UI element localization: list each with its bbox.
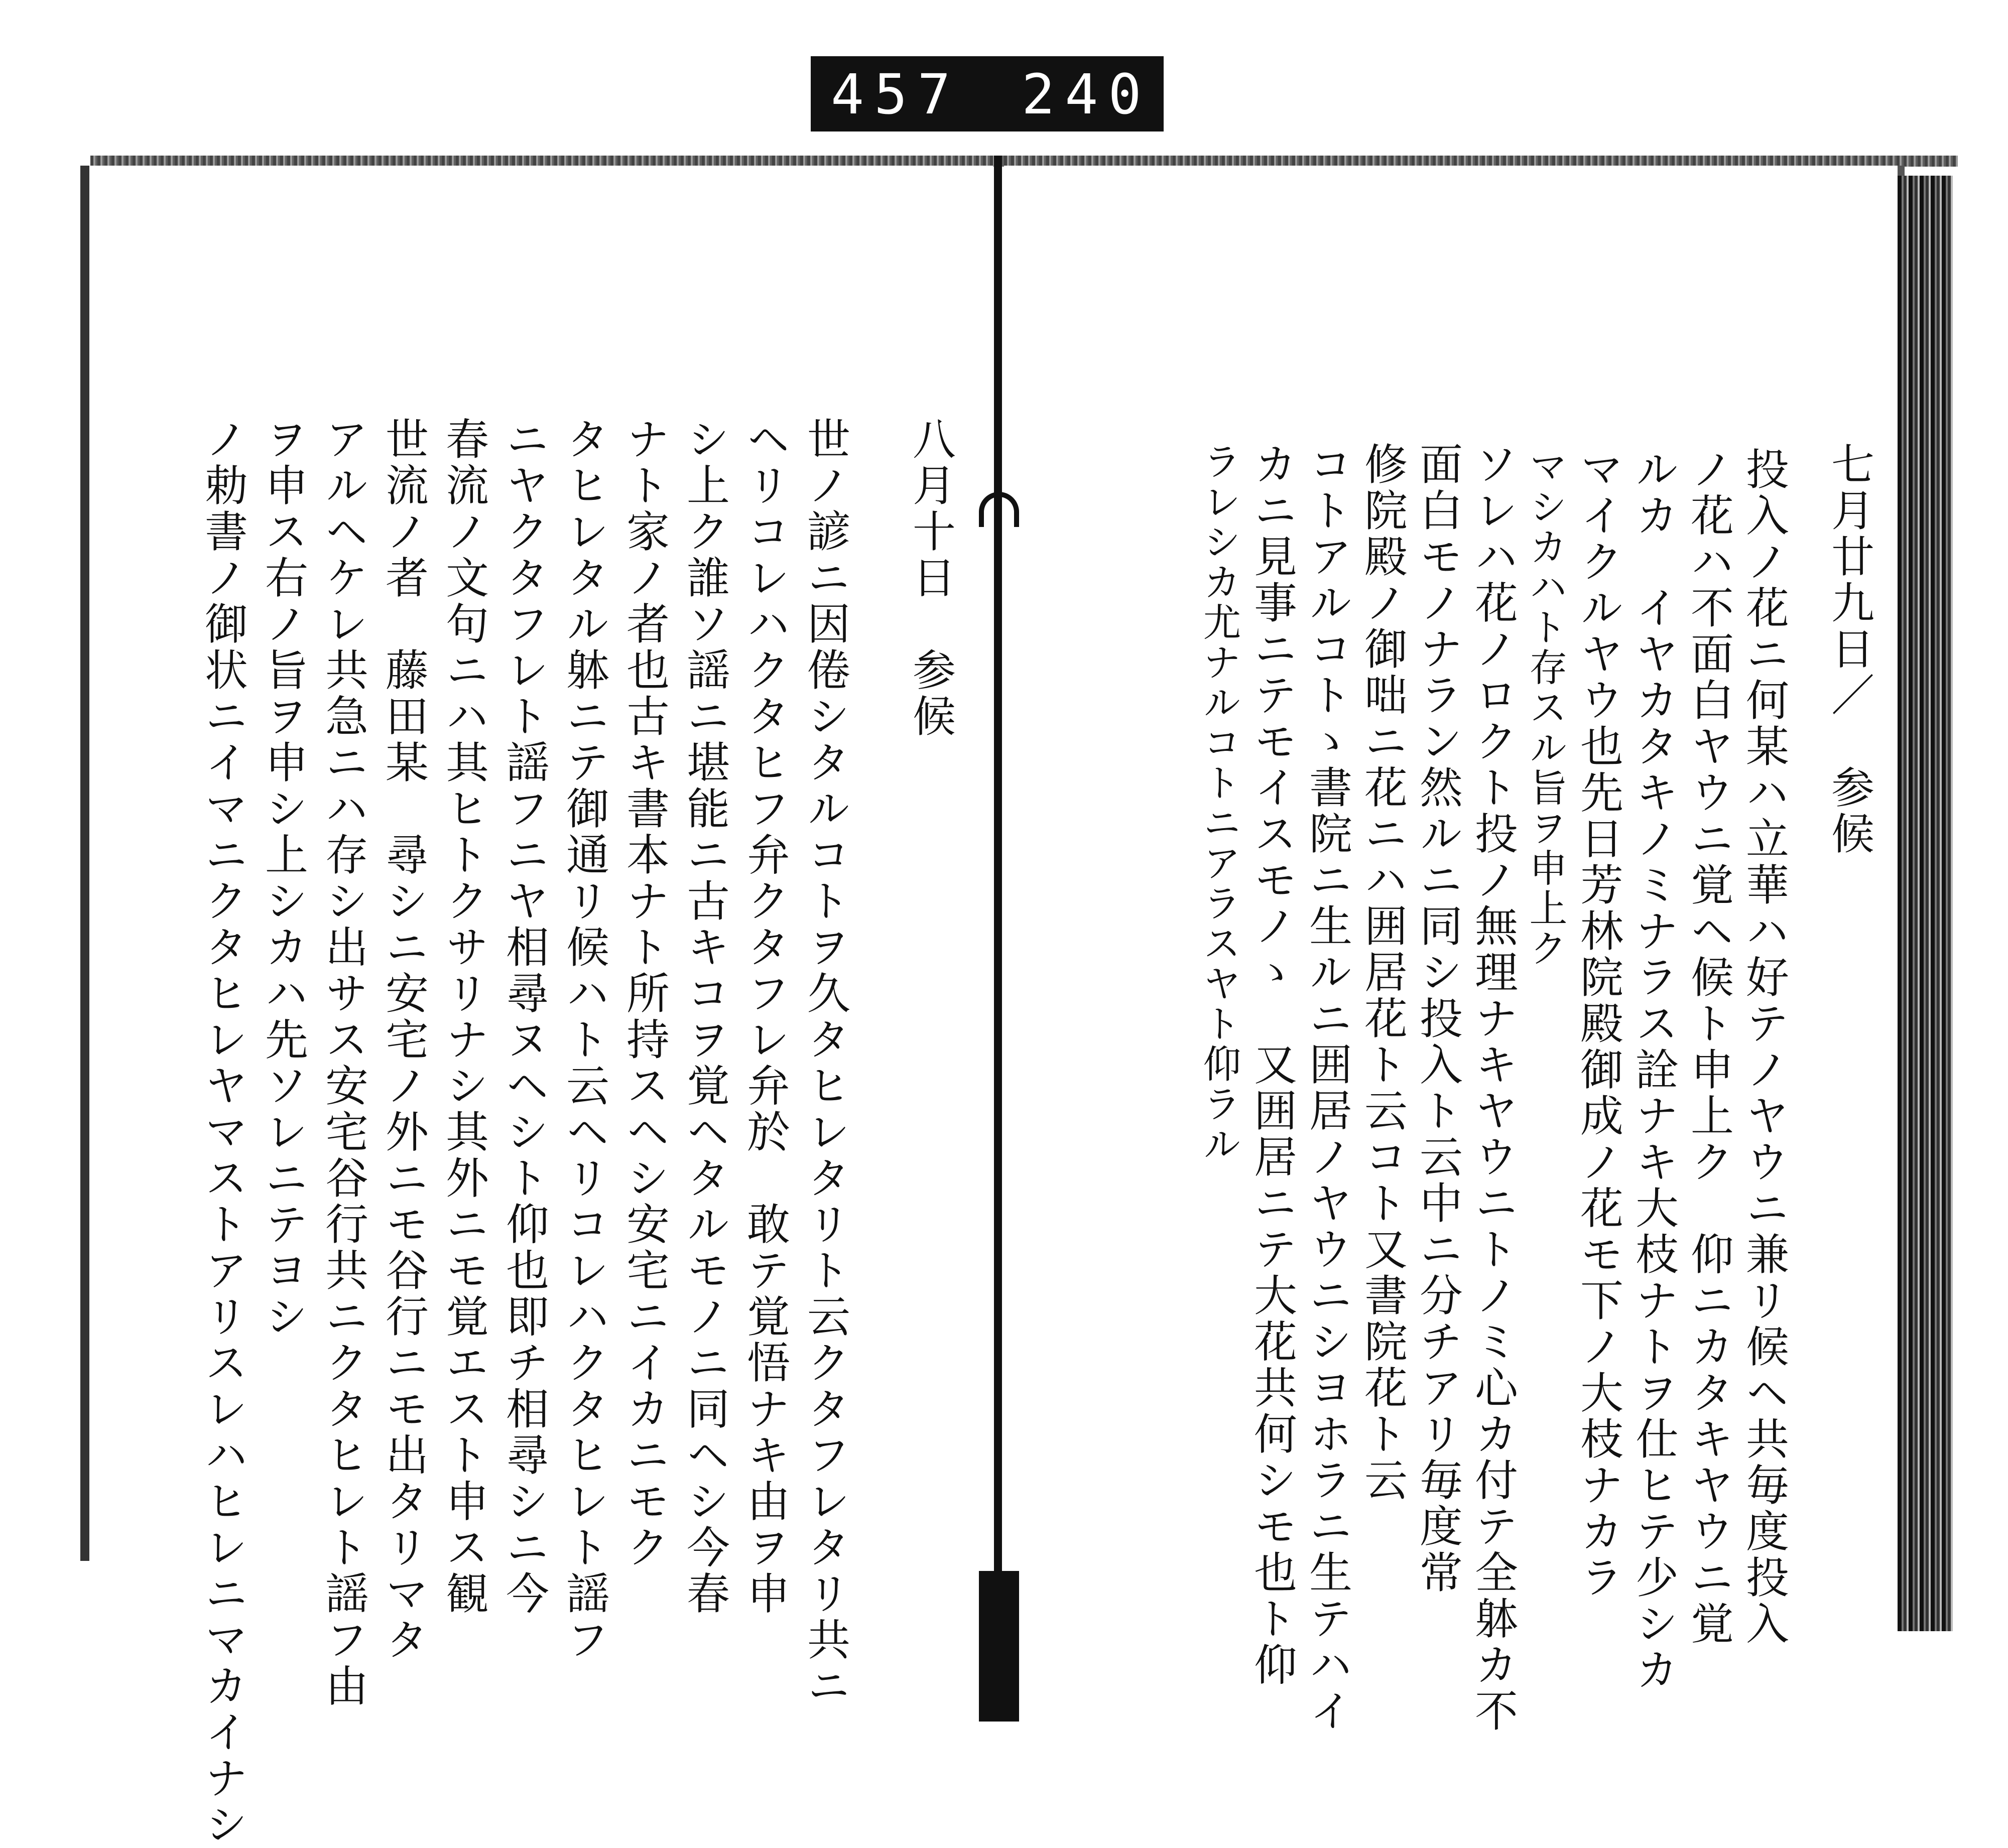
spine-clip	[979, 492, 1019, 527]
right-col-1: 七月廿九日／ 参候	[1824, 442, 1874, 857]
right-col-5: マイクルヤウ也先日芳林院殿御成ノ花モ下ノ大枝ナカラ	[1573, 447, 1623, 1601]
left-col-1: 八月十日 参候	[905, 417, 955, 740]
right-col-9: 修院殿ノ御咄ニ花ニハ囲居花ト云コト又書院花ト云	[1357, 442, 1407, 1504]
right-col-4: ルカ イヤカタキノミナラス詮ナキ大枝ナトヲ仕ヒテ少シカ	[1628, 447, 1678, 1693]
left-col-6: タヒレタル躰ニテ御通リ候ハト云ヘリコレハクタヒレト謡フ	[559, 417, 609, 1663]
left-col-9: 世流ノ者 藤田某 尋シニ安宅ノ外ニモ谷行ニモ出タリマタ	[378, 417, 428, 1663]
page-edge-right	[1898, 176, 1953, 1631]
book-spine	[994, 156, 1002, 1701]
left-col-11: ヲ申ス右ノ旨ヲ申シ上シカハ先ソレニテヨシ	[258, 417, 308, 1340]
page-edge-top	[90, 156, 1958, 167]
counter-right-number: 240.	[1022, 62, 1195, 126]
left-col-7: ニヤクタフレト謡フニヤ相尋ヌヘシト仰也即チ相尋シニ今	[498, 417, 549, 1617]
left-col-2: 世ノ諺ニ因倦シタルコトヲ久タヒレタリト云クタフレタリ共ニ	[800, 417, 850, 1709]
right-col-7: ソレハ花ノロクト投ノ無理ナキヤウニトノミ心カ付テ全躰カ不	[1467, 442, 1518, 1735]
left-col-5: ナト家ノ者也古キ書本ナト所持スヘシ安宅ニイカニモク	[619, 417, 669, 1571]
right-col-2: 投入ノ花ニ何某ハ立華ハ好テノヤウニ兼リ候ヘ共毎度投入	[1738, 447, 1789, 1647]
left-col-10: アルヘケレ共急ニハ存シ出サス安宅谷行共ニクタヒレト謡フ由	[318, 417, 368, 1709]
right-col-6: マシカハト存スル旨ヲ申上ク	[1523, 447, 1568, 969]
right-col-3: ノ花ハ不面白ヤウニ覚ヘ候ト申上ク 仰ニカタキヤウニ覚	[1683, 447, 1733, 1647]
right-col-10: コトアルコトゝ書院ニ生ルニ囲居ノヤウニシヨホラニ生テハイ	[1302, 442, 1352, 1735]
left-col-4: シ上ク誰ソ謡ニ堪能ニ古キコヲ覚ヘタルモノニ同ヘシ今春	[679, 417, 729, 1617]
counter-left-number: 457	[831, 62, 961, 126]
scan-counter-label	[811, 56, 1195, 131]
left-col-8: 春流ノ文句ニハ其ヒトクサリナシ其外ニモ覚エスト申ス観	[438, 417, 488, 1617]
left-col-12: ノ勅書ノ御状ニイマニクタヒレヤマストアリスレハヒレニマカイナシ	[197, 417, 247, 1848]
right-col-8: 面白モノナラン然ルニ同シ投入ト云中ニ分チアリ毎度常	[1412, 442, 1462, 1596]
spine-foot	[979, 1571, 1019, 1722]
right-col-12: ラレシカ尤ナルコトニアラスヤト仰ラル	[1197, 442, 1241, 1164]
left-col-3: ヘリコレハクタヒフ弁クタフレ弁於 敢テ覚悟ナキ由ヲ申	[739, 417, 790, 1617]
right-col-11: カニ見事ニテモイスモノゝ 又囲居ニテ大花共何シモ也ト仰	[1246, 442, 1297, 1688]
